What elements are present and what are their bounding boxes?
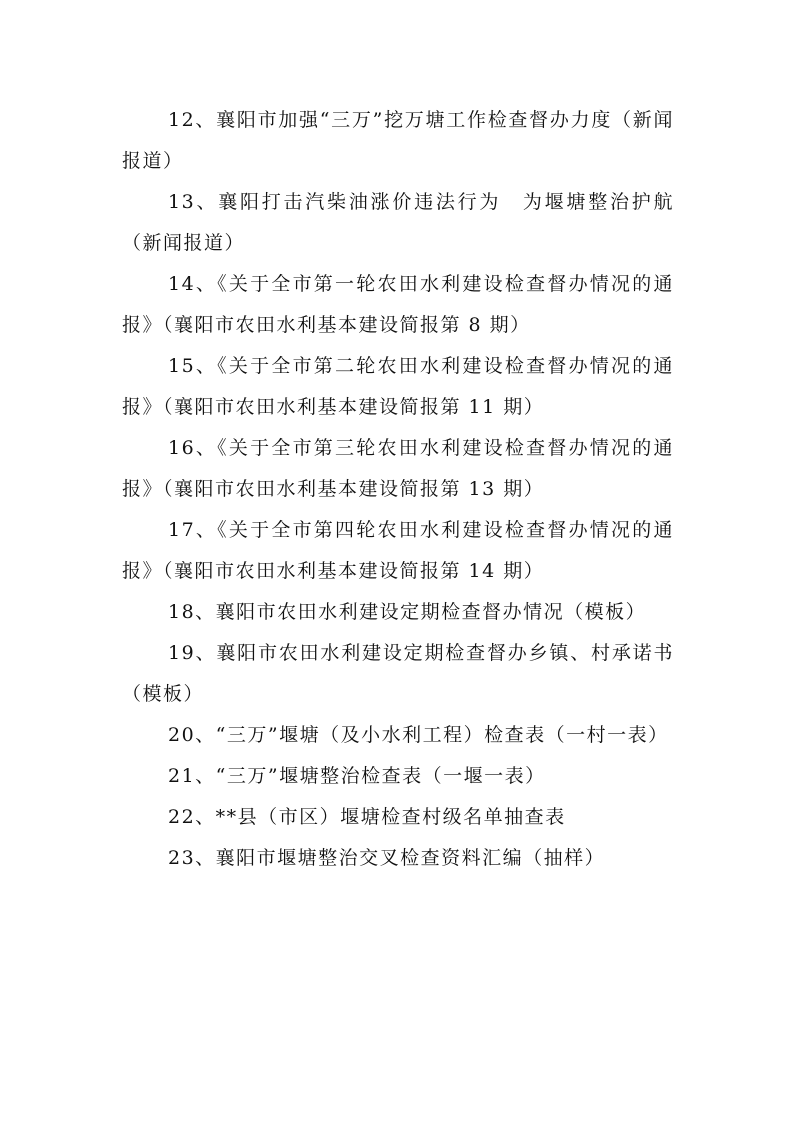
list-item: 18、襄阳市农田水利建设定期检查督办情况（模板） (168, 601, 647, 623)
list-item: 16、《关于全市第三轮农田水利建设检查督办情况的通报》（襄阳市农田水利基本建设简报第 13 期） (122, 437, 674, 500)
list-item: 17、《关于全市第四轮农田水利建设检查督办情况的通报》（襄阳市农田水利基本建设简报第 14 期） (122, 519, 674, 582)
list-item: 20、“三万”堰塘（及小水利工程）检查表（一村一表） (168, 724, 669, 746)
attachment-list (122, 100, 674, 879)
list-item: 12、襄阳市加强“三万”挖万塘工作检查督办力度（新闻报道） (122, 109, 674, 172)
list-item: 15、《关于全市第二轮农田水利建设检查督办情况的通报》（襄阳市农田水利基本建设简报第 11 期） (122, 355, 674, 418)
list-item: 13、襄阳打击汽柴油涨价违法行为 为堰塘整治护航（新闻报道） (122, 191, 674, 254)
list-item: 19、襄阳市农田水利建设定期检查督办乡镇、村承诺书（模板） (122, 642, 674, 705)
list-item: 21、“三万”堰塘整治检查表（一堰一表） (168, 765, 546, 787)
list-item: 23、襄阳市堰塘整治交叉检查资料汇编（抽样） (168, 847, 606, 869)
list-item: 22、**县（市区）堰塘检查村级名单抽查表 (168, 806, 566, 828)
list-item: 14、《关于全市第一轮农田水利建设检查督办情况的通报》（襄阳市农田水利基本建设简报第 8 期） (122, 273, 674, 336)
